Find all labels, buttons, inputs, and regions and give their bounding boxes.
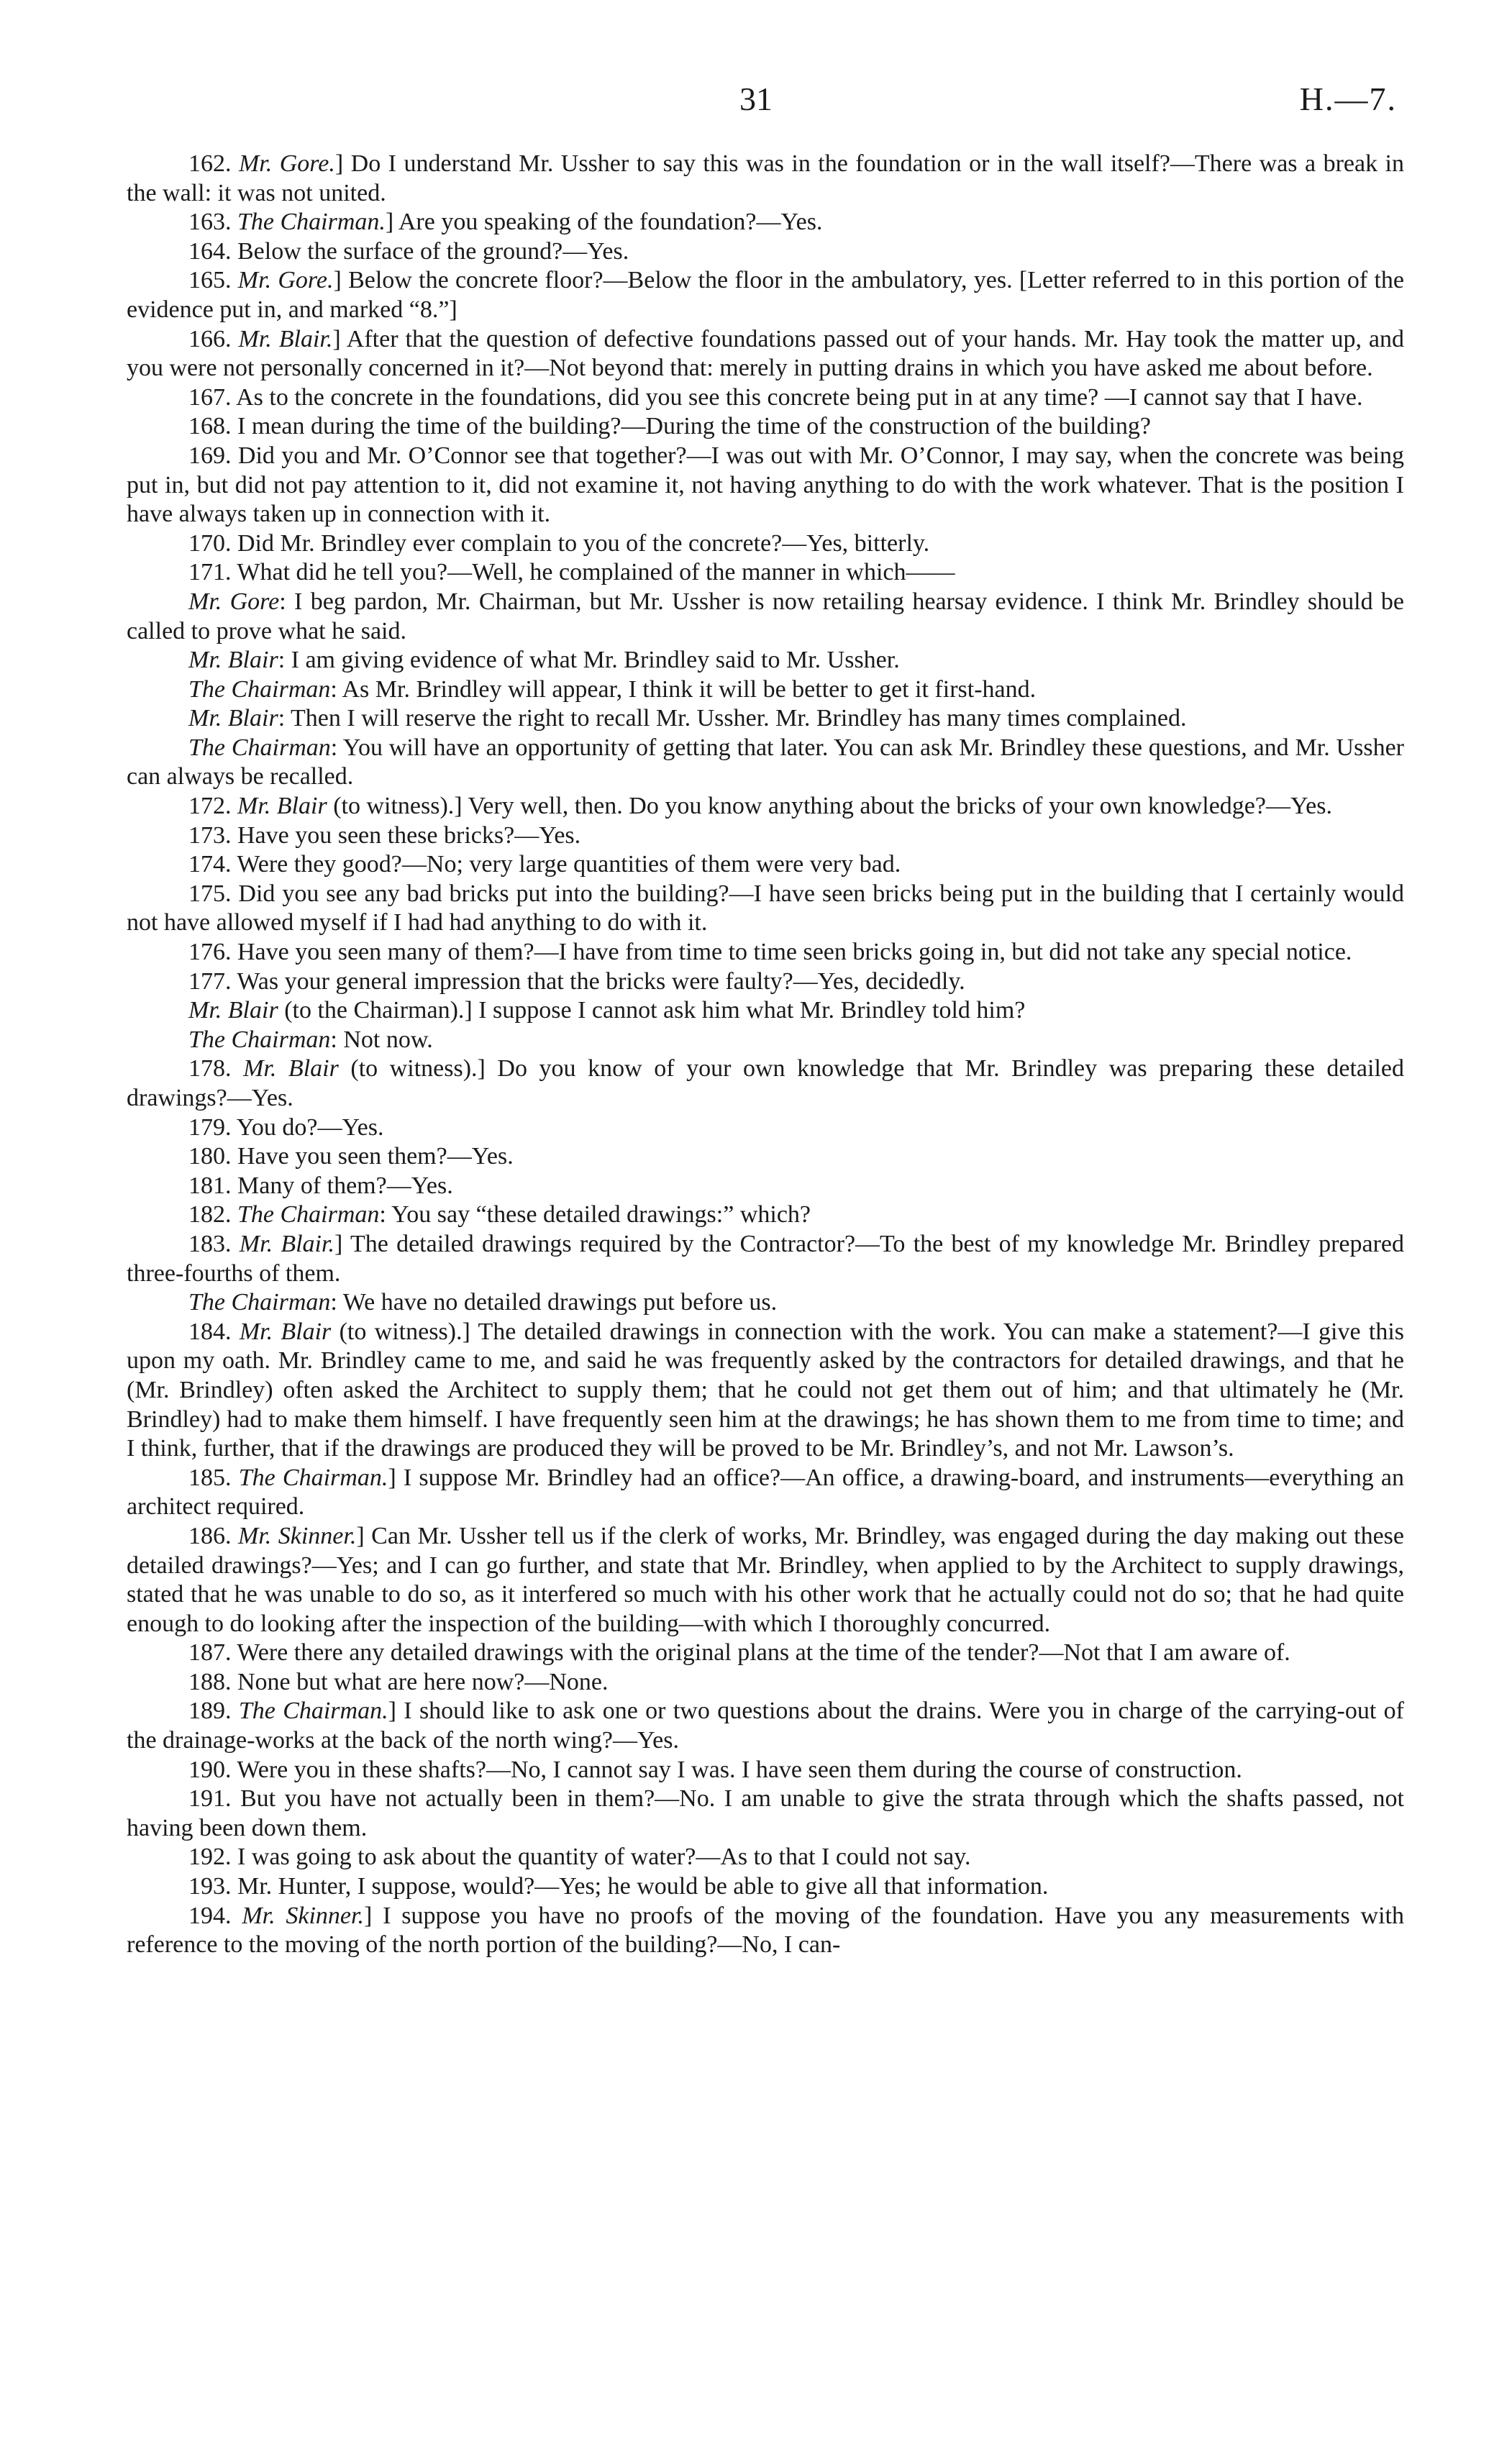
paragraph-text: (to witness).] Do you know of your own knowledge that Mr. Brindley was preparing these detailed drawings?—Yes. [127, 1055, 1405, 1111]
question-number: 173. [188, 821, 237, 849]
paragraph-text: ] Do I understand Mr. Ussher to say this was in the foundation or in the wall itself?—There was a break in the wall: it was not united. [127, 150, 1404, 206]
question-number: 175. [188, 880, 239, 907]
document-reference: H.—7. [1299, 81, 1397, 117]
speaker-name: Mr. Blair. [238, 325, 333, 352]
paragraph-text: : I am giving evidence of what Mr. Brindley said to Mr. Ussher. [278, 647, 900, 674]
evidence-paragraph [127, 675, 1404, 705]
evidence-paragraph [127, 792, 1404, 821]
paragraph-text: ] I suppose you have no proofs of the moving of the foundation. Have you any measurements with reference to the moving of the north portion of the building?—No, I can- [127, 1902, 1405, 1959]
question-number: 186. [188, 1522, 238, 1549]
evidence-paragraph [127, 1026, 1404, 1055]
evidence-paragraph [127, 442, 1404, 529]
question-number: 169. [188, 442, 238, 469]
paragraph-text: Were you in these shafts?—No, I cannot say I was. I have seen them during the course of construction. [237, 1756, 1242, 1783]
evidence-paragraph [127, 1288, 1404, 1318]
evidence-paragraph [127, 646, 1404, 675]
speaker-name: Mr. Blair [243, 1055, 339, 1083]
paragraph-text: Was your general impression that the bricks were faulty?—Yes, decidedly. [237, 967, 965, 995]
evidence-paragraph [127, 704, 1404, 734]
evidence-paragraph [127, 208, 1404, 237]
evidence-paragraph [127, 558, 1404, 588]
paragraph-text: Many of them?—Yes. [237, 1172, 453, 1199]
paragraph-text: Did you see any bad bricks put into the building?—I have seen bricks being put in the building that I certainly would not have allowed myself if I had had anything to do with it. [127, 880, 1405, 937]
paragraph-text: : Then I will reserve the right to recall Mr. Ussher. Mr. Brindley has many times complained. [278, 705, 1187, 732]
question-number: 190. [188, 1756, 237, 1783]
evidence-paragraph [127, 996, 1404, 1026]
question-number: 192. [188, 1844, 237, 1871]
evidence-paragraph [127, 938, 1404, 967]
speaker-name: Mr. Blair [237, 793, 327, 820]
evidence-paragraph [127, 412, 1404, 442]
paragraph-text: None but what are here now?—None. [237, 1668, 609, 1695]
paragraph-text: Did Mr. Brindley ever complain to you of the concrete?—Yes, bitterly. [237, 529, 930, 557]
question-number: 167. [188, 383, 237, 411]
speaker-name: The Chairman. [238, 1698, 388, 1725]
paragraph-text: : As Mr. Brindley will appear, I think it will be better to get it first-hand. [330, 675, 1037, 703]
evidence-transcript [127, 150, 1404, 1960]
speaker-name: Mr. Blair [188, 997, 278, 1024]
evidence-paragraph [127, 1697, 1404, 1755]
evidence-paragraph [127, 967, 1404, 997]
speaker-name: The Chairman [188, 1289, 331, 1316]
speaker-name: Mr. Skinner. [242, 1902, 364, 1929]
question-number: 168. [188, 413, 237, 440]
paragraph-text: Have you seen them?—Yes. [237, 1143, 514, 1170]
evidence-paragraph [127, 1464, 1404, 1522]
speaker-name: Mr. Blair [188, 705, 278, 732]
speaker-name: The Chairman [188, 675, 331, 703]
speaker-name: The Chairman [188, 734, 331, 761]
paragraph-text: Have you seen many of them?—I have from time to time seen bricks going in, but did not take any special notice. [237, 939, 1352, 966]
evidence-paragraph [127, 1318, 1404, 1464]
paragraph-text: You do?—Yes. [236, 1113, 384, 1141]
question-number: 165. [188, 267, 238, 294]
question-number: 184. [188, 1318, 240, 1345]
paragraph-text: Were there any detailed drawings with the original plans at the time of the tender?—Not that I am aware of. [237, 1639, 1290, 1667]
evidence-paragraph [127, 821, 1404, 851]
question-number: 177. [188, 967, 237, 995]
paragraph-text: ] I should like to ask one or two questions about the drains. Were you in charge of the carrying-out of the drainage-works at the back of the north wing?—Yes. [127, 1698, 1404, 1754]
paragraph-text: Mr. Hunter, I suppose, would?—Yes; he would be able to give all that information. [237, 1873, 1049, 1900]
paragraph-text: : Not now. [330, 1026, 433, 1053]
question-number: 166. [188, 325, 239, 352]
question-number: 164. [188, 237, 237, 265]
speaker-name: Mr. Blair [188, 647, 278, 674]
question-number: 182. [188, 1201, 237, 1229]
paragraph-text: (to witness).] The detailed drawings in connection with the work. You can make a statement?—I give this upon my oath. Mr. Brindley came to me, and said he was frequently asked by the contractors for detailed drawings, and that he (Mr. Brindley) often asked the Architect to supply them; that he could not get them out of him; and that ultimately he (Mr. Brindley) had to make them himself. I have frequently seen him at the drawings; he has shown them to me from time to time; and I think, further, that if the drawings are produced they will be proved to be Mr. Brindley’s, and not Mr. Lawson’s. [127, 1318, 1404, 1462]
evidence-paragraph [127, 880, 1404, 938]
paragraph-text: (to witness).] Very well, then. Do you know anything about the bricks of your own knowledge?—Yes. [327, 793, 1332, 820]
evidence-paragraph [127, 1230, 1404, 1288]
paragraph-text: Have you seen these bricks?—Yes. [237, 821, 581, 849]
question-number: 187. [188, 1639, 237, 1667]
evidence-paragraph [127, 1522, 1404, 1639]
question-number: 194. [188, 1902, 242, 1929]
evidence-paragraph [127, 266, 1404, 324]
evidence-paragraph [127, 588, 1404, 646]
speaker-name: Mr. Gore. [238, 150, 335, 177]
paragraph-text: (to the Chairman).] I suppose I cannot ask him what Mr. Brindley told him? [278, 997, 1026, 1024]
paragraph-text: I was going to ask about the quantity of water?—As to that I could not say. [237, 1844, 971, 1871]
evidence-paragraph [127, 1843, 1404, 1872]
page-header [0, 78, 1512, 121]
paragraph-text: Did you and Mr. O’Connor see that together?—I was out with Mr. O’Connor, I may say, when the concrete was being put in, but did not pay attention to it, did not examine it, not having anything to do with the work whatever. That is the position I have always taken up in connection with it. [127, 442, 1405, 528]
paragraph-text: But you have not actually been in them?—No. I am unable to give the strata through which the shafts passed, not having been down them. [127, 1785, 1404, 1841]
evidence-paragraph [127, 1785, 1404, 1843]
paragraph-text: ] Can Mr. Ussher tell us if the clerk of works, Mr. Brindley, was engaged during the day making out these detailed drawings?—Yes; and I can go further, and state that Mr. Brindley, when applied to by the Architect to supply drawings, stated that he was unable to do so, as it interfered so much with his other work that he actually could not do so; that he had quite enough to do looking after the inspection of the building—with which I thoroughly concurred. [127, 1522, 1404, 1637]
question-number: 172. [188, 793, 237, 820]
speaker-name: Mr. Gore. [237, 267, 334, 294]
question-number: 191. [188, 1785, 240, 1813]
speaker-name: Mr. Blair [239, 1318, 332, 1345]
paragraph-text: : You will have an opportunity of getting that later. You can ask Mr. Brindley these questions, and Mr. Ussher can always be recalled. [127, 734, 1404, 790]
evidence-paragraph [127, 1054, 1404, 1113]
speaker-name: The Chairman [237, 1201, 380, 1229]
paragraph-text: Were they good?—No; very large quantities of them were very bad. [237, 851, 901, 878]
evidence-paragraph [127, 1142, 1404, 1172]
paragraph-text: What did he tell you?—Well, he complained of the manner in which—— [237, 559, 955, 586]
evidence-paragraph [127, 237, 1404, 267]
question-number: 179. [188, 1113, 237, 1141]
speaker-name: Mr. Blair. [239, 1230, 334, 1257]
question-number: 181. [188, 1172, 237, 1199]
evidence-paragraph [127, 850, 1404, 880]
paragraph-text: ] After that the question of defective foundations passed out of your hands. Mr. Hay took the matter up, and you were not personally concerned in it?—Not beyond that: merely in putting drains in which you have asked me about before. [127, 325, 1405, 382]
question-number: 180. [188, 1143, 237, 1170]
paragraph-text: As to the concrete in the foundations, did you see this concrete being put in at any time? —I cannot say that I have. [236, 383, 1363, 411]
paragraph-text: : I beg pardon, Mr. Chairman, but Mr. Ussher is now retailing hearsay evidence. I think Mr. Brindley should be called to prove what he said. [127, 588, 1404, 644]
evidence-paragraph [127, 383, 1404, 413]
paragraph-text: : You say “these detailed drawings:” which? [379, 1201, 811, 1229]
question-number: 162. [188, 150, 239, 177]
speaker-name: Mr. Skinner. [238, 1522, 357, 1549]
question-number: 185. [188, 1464, 239, 1491]
question-number: 178. [188, 1055, 244, 1083]
evidence-paragraph [127, 1639, 1404, 1668]
question-number: 183. [188, 1230, 240, 1257]
paragraph-text: Below the surface of the ground?—Yes. [237, 237, 629, 265]
paragraph-text: I mean during the time of the building?—During the time of the construction of the building? [237, 413, 1151, 440]
paragraph-text: ] Are you speaking of the foundation?—Yes. [385, 209, 823, 236]
question-number: 174. [188, 851, 237, 878]
evidence-paragraph [127, 1872, 1404, 1902]
evidence-paragraph [127, 1756, 1404, 1785]
evidence-paragraph [127, 529, 1404, 559]
evidence-paragraph [127, 1902, 1404, 1960]
paragraph-text: ] Below the concrete floor?—Below the floor in the ambulatory, yes. [Letter referred to in this portion of the evidence put in, and marked “8.”] [127, 267, 1405, 323]
speaker-name: The Chairman. [237, 209, 386, 236]
question-number: 171. [188, 559, 237, 586]
question-number: 193. [188, 1873, 237, 1900]
question-number: 176. [188, 939, 237, 966]
evidence-paragraph [127, 1200, 1404, 1230]
page-number: 31 [739, 81, 773, 117]
evidence-paragraph [127, 1668, 1404, 1698]
evidence-paragraph [127, 734, 1404, 792]
paragraph-text: ] The detailed drawings required by the Contractor?—To the best of my knowledge Mr. Brindley prepared three-fourths of them. [127, 1230, 1404, 1287]
paragraph-text: : We have no detailed drawings put before us. [330, 1289, 778, 1316]
evidence-paragraph [127, 1172, 1404, 1201]
question-number: 170. [188, 529, 237, 557]
speaker-name: Mr. Gore [188, 588, 280, 615]
question-number: 163. [188, 209, 237, 236]
question-number: 188. [188, 1668, 237, 1695]
evidence-paragraph [127, 1113, 1404, 1143]
evidence-paragraph [127, 150, 1404, 208]
speaker-name: The Chairman. [238, 1464, 388, 1491]
speaker-name: The Chairman [188, 1026, 331, 1053]
evidence-paragraph [127, 325, 1404, 383]
paragraph-text: ] I suppose Mr. Brindley had an office?—An office, a drawing-board, and instruments—everything an architect required. [127, 1464, 1405, 1521]
question-number: 189. [188, 1698, 239, 1725]
